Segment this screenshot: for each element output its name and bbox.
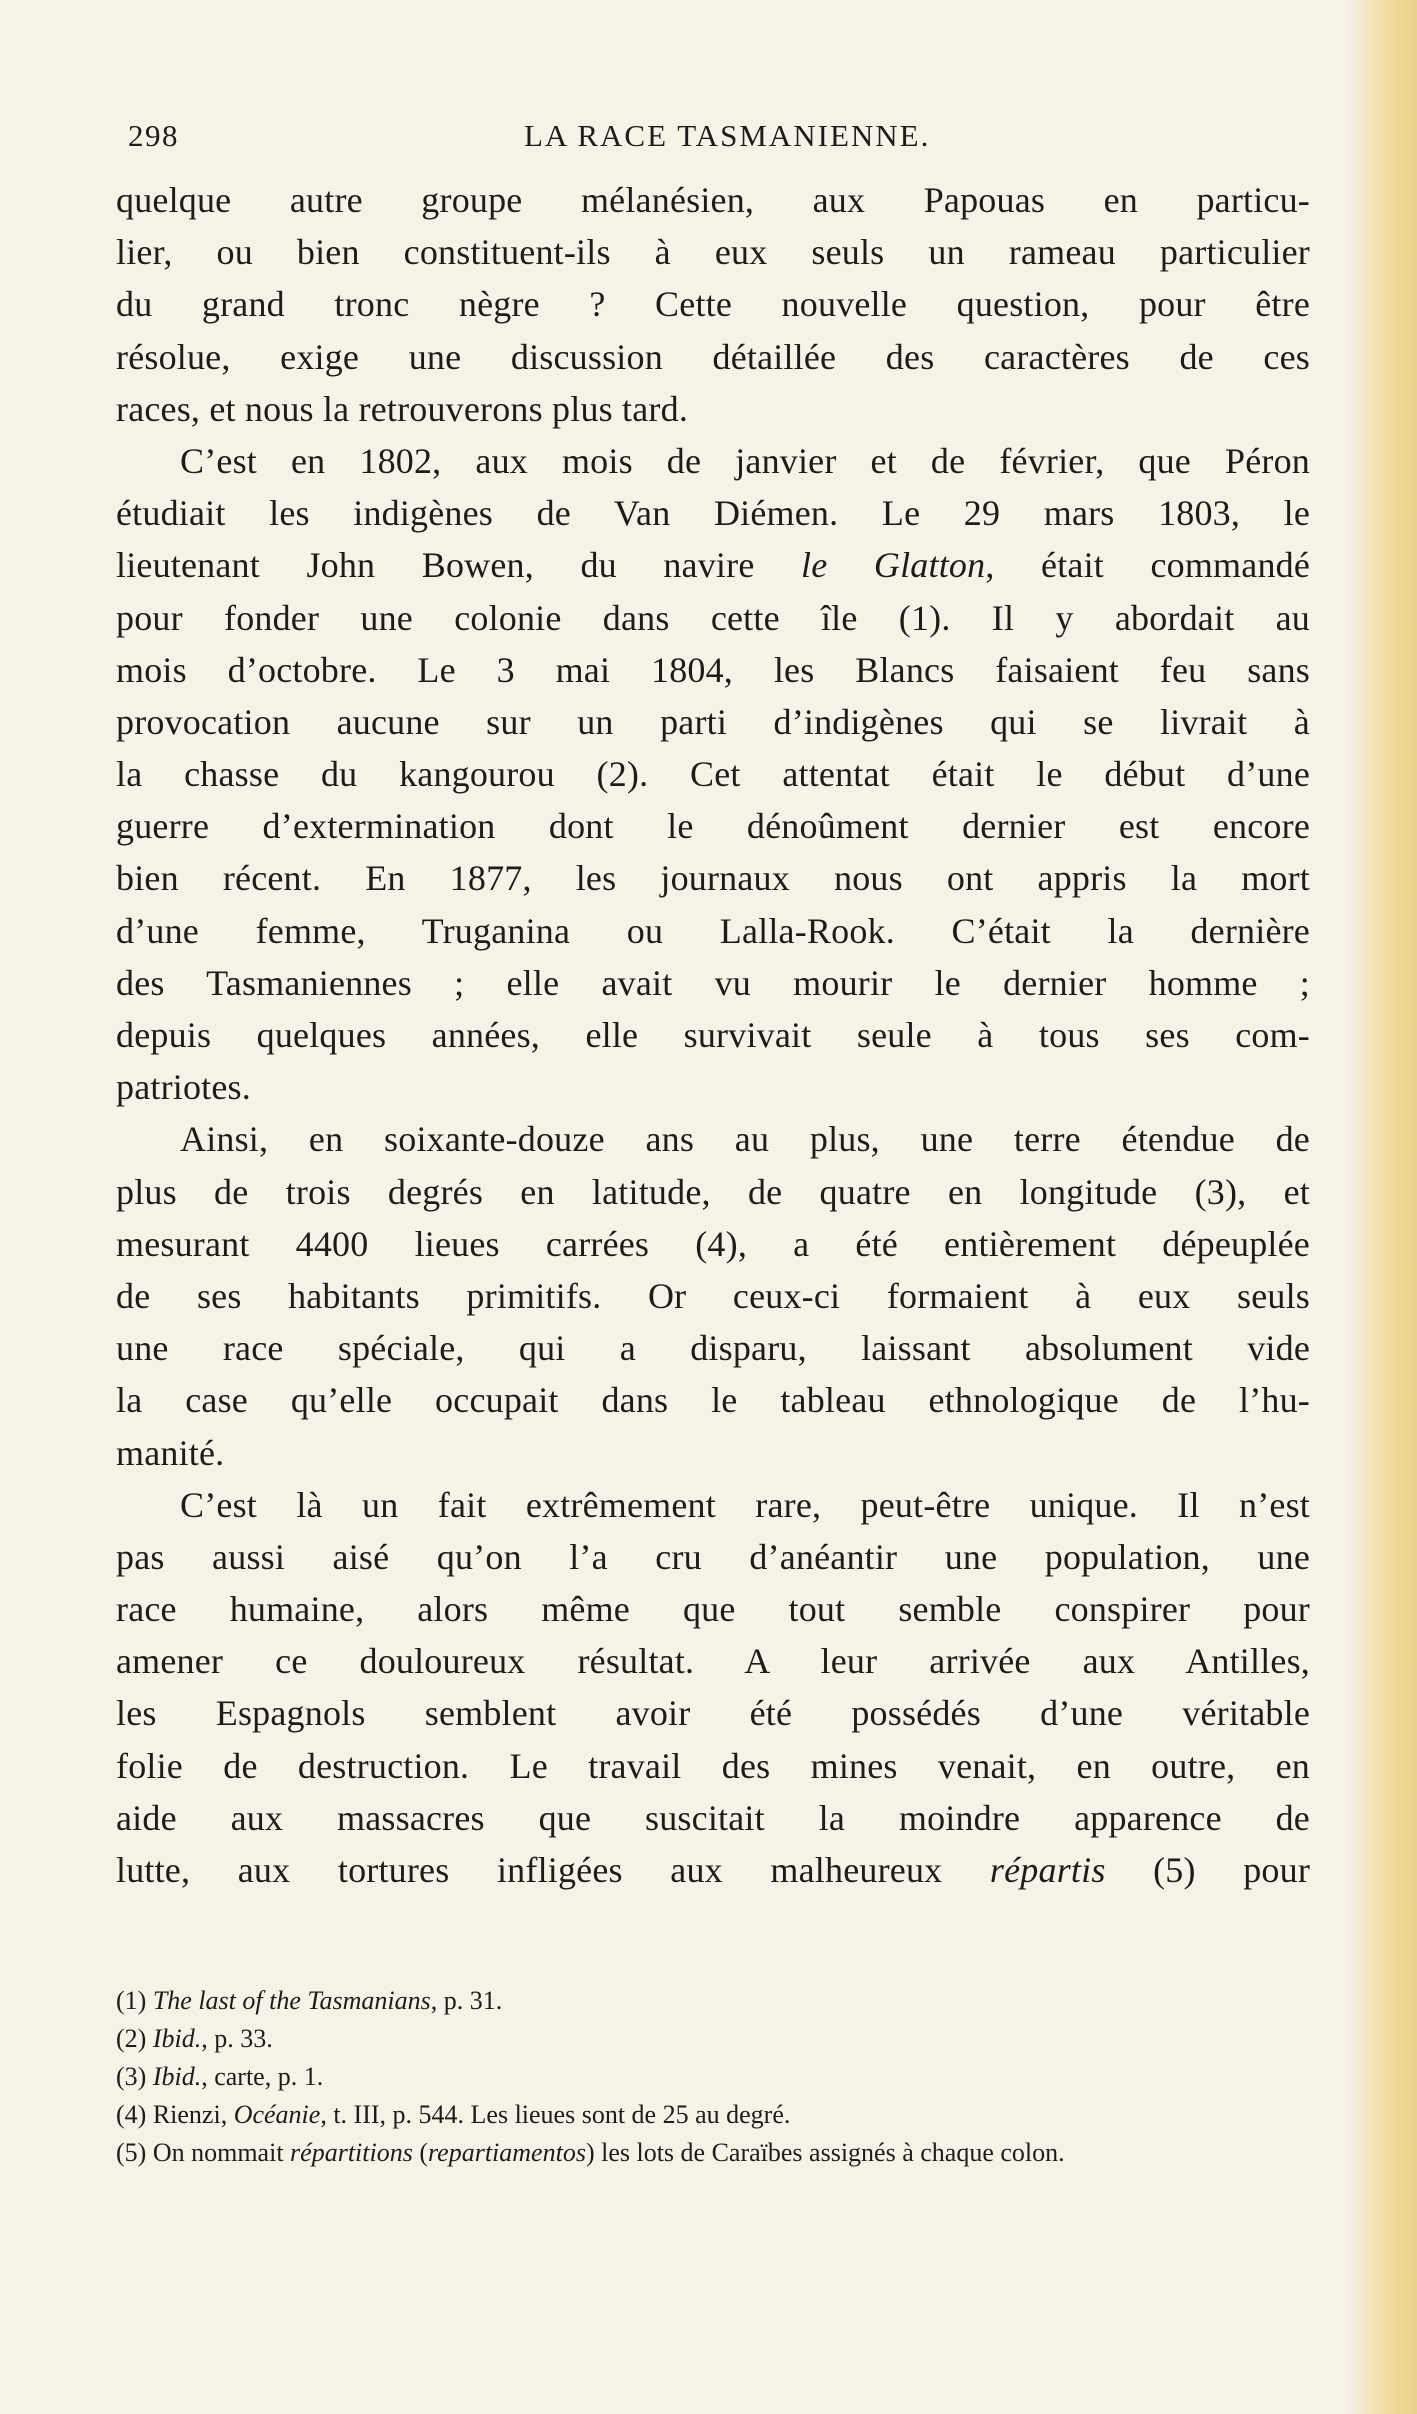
- text-line: plus de trois degrés en latitude, de quatre en longitude (3), et: [116, 1171, 1310, 1212]
- footnote-title: Ibid.: [152, 2062, 202, 2091]
- footnote-text: , p. 31.: [430, 1986, 503, 2015]
- page-header: [116, 104, 1310, 174]
- text-line: [116, 1844, 1310, 1896]
- text-line: manité.: [116, 1432, 225, 1473]
- text-line: patriotes.: [116, 1067, 251, 1108]
- text-line: une race spéciale, qui a disparu, laissant absolument vide: [116, 1328, 1310, 1369]
- footnote-text: , carte, p. 1.: [201, 2062, 324, 2091]
- text-line: depuis quelques années, elle survivait seule à tous ses com-: [116, 1015, 1310, 1055]
- text-line: C’est là un fait extrêmement rare, peut-être unique. Il n’est: [180, 1484, 1310, 1525]
- text-line: provocation aucune sur un parti d’indigènes qui se livrait à: [116, 701, 1310, 742]
- text-line: des Tasmaniennes ; elle avait vu mourir le dernier homme ;: [116, 962, 1310, 1003]
- text-line: mois d’octobre. Le 3 mai 1804, les Blancs faisaient feu sans: [116, 649, 1310, 690]
- footnote-5: [116, 2136, 1310, 2170]
- footnote-mark: (3): [116, 2062, 147, 2091]
- text-line: aide aux massacres que suscitait la moindre apparence de: [116, 1797, 1310, 1838]
- text-line: pour fonder une colonie dans cette île (1). Il y abordait au: [116, 597, 1310, 638]
- text-line: étudiait les indigènes de Van Diémen. Le 29 mars 1803, le: [116, 493, 1310, 534]
- text-line: mesurant 4400 lieues carrées (4), a été entièrement dépeuplée: [116, 1223, 1310, 1264]
- footnote-text: , t. III, p. 544. Les lieues sont de 25 au degré.: [320, 2100, 791, 2129]
- page-edge-tint: [1347, 0, 1417, 2414]
- text-line: pas aussi aisé qu’on l’a cru d’anéantir une population, une: [116, 1536, 1310, 1577]
- italic-term: répartis: [989, 1850, 1106, 1890]
- footnote-text: ) les lots de Caraïbes assignés à chaque colon.: [585, 2138, 1065, 2167]
- footnote-3: [116, 2060, 1310, 2094]
- text-span: lutte, aux tortures infligées aux malheureux: [116, 1850, 943, 1890]
- footnote-mark: (4): [116, 2100, 147, 2129]
- running-head: LA RACE TASMANIENNE.: [524, 118, 931, 153]
- text-line: [116, 539, 1310, 591]
- footnote-title: repartiamentos: [428, 2138, 586, 2167]
- text-line: les Espagnols semblent avoir été possédés d’une véritable: [116, 1693, 1310, 1734]
- footnote-text: , p. 33.: [201, 2024, 273, 2053]
- text-span: lieutenant John Bowen, du navire: [116, 545, 755, 586]
- text-line: race humaine, alors même que tout semble conspirer pour: [116, 1589, 1310, 1630]
- footnote-text: (: [412, 2138, 429, 2167]
- page-number: 298: [128, 118, 179, 153]
- text-span: , était commandé: [985, 545, 1310, 586]
- footnote-1: [116, 1984, 1310, 2018]
- text-line: races, et nous la retrouverons plus tard.: [116, 388, 689, 429]
- footnote-4: [116, 2098, 1310, 2132]
- footnote-title: répartitions: [290, 2138, 413, 2167]
- footnote-title: Océanie: [233, 2100, 321, 2129]
- book-page: [116, 104, 1310, 2167]
- text-line: d’une femme, Truganina ou Lalla-Rook. C’était la dernière: [116, 910, 1310, 951]
- footnotes: [116, 1984, 1310, 2174]
- footnote-mark: (2): [116, 2024, 147, 2053]
- text-line: Ainsi, en soixante-douze ans au plus, une terre étendue de: [180, 1119, 1310, 1160]
- text-line: bien récent. En 1877, les journaux nous ont appris la mort: [116, 858, 1310, 899]
- footnote-title: The last of the Tasmanians: [152, 1986, 431, 2015]
- footnote-mark: (5): [116, 2138, 147, 2167]
- text-line: quelque autre groupe mélanésien, aux Papouas en particu-: [116, 180, 1310, 220]
- text-line: la chasse du kangourou (2). Cet attentat était le début d’une: [116, 754, 1310, 795]
- text-line: résolue, exige une discussion détaillée des caractères de ces: [116, 336, 1310, 377]
- ship-name: le Glatton: [801, 545, 986, 586]
- body-text: [116, 174, 1310, 1896]
- text-line: guerre d’extermination dont le dénoûment dernier est encore: [116, 806, 1310, 847]
- text-line: lier, ou bien constituent-ils à eux seuls un rameau particulier: [116, 232, 1310, 273]
- text-line: C’est en 1802, aux mois de janvier et de février, que Péron: [180, 440, 1310, 481]
- footnote-mark: (1): [116, 1986, 147, 2015]
- text-line: folie de destruction. Le travail des mines venait, en outre, en: [116, 1745, 1310, 1786]
- text-span: (5) pour: [1105, 1850, 1310, 1890]
- text-line: amener ce douloureux résultat. A leur arrivée aux Antilles,: [116, 1641, 1310, 1682]
- text-line: du grand tronc nègre ? Cette nouvelle question, pour être: [116, 284, 1310, 325]
- text-line: de ses habitants primitifs. Or ceux-ci formaient à eux seuls: [116, 1275, 1310, 1316]
- footnote-2: [116, 2022, 1310, 2056]
- footnote-title: Ibid.: [152, 2024, 202, 2053]
- text-line: la case qu’elle occupait dans le tableau ethnologique de l’hu-: [116, 1380, 1310, 1421]
- footnote-text: On nommait: [152, 2138, 291, 2167]
- footnote-text: Rienzi,: [152, 2100, 234, 2129]
